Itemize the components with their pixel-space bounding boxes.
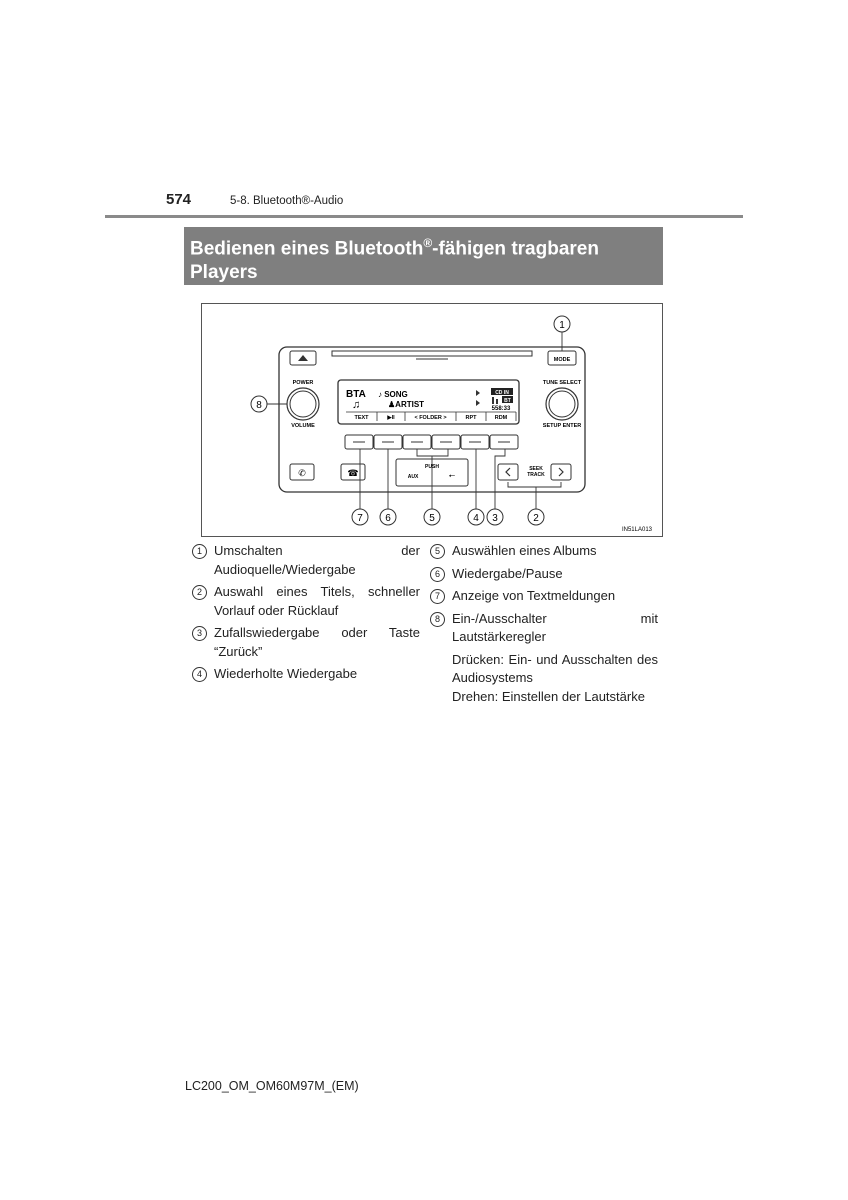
callout-number: 7 — [357, 513, 363, 524]
footer-code: LC200_OM_OM60M97M_(EM) — [185, 1079, 359, 1093]
page-number: 574 — [166, 191, 192, 208]
legend-item — [192, 665, 420, 684]
figure-code: IN51LA013 — [621, 527, 652, 533]
title-line1-prefix: Bedienen eines Bluetooth — [190, 238, 424, 260]
display-time: 558:33 — [491, 406, 511, 412]
legend-text: Ein-/Ausschalter mit Lautstärkeregler — [452, 610, 658, 644]
audio-unit-figure — [201, 303, 663, 537]
legend-number: 1 — [192, 544, 207, 559]
display-artist: ♟ARTIST — [388, 400, 425, 409]
legend-item — [430, 610, 658, 647]
legend-number: 2 — [192, 585, 207, 600]
preset-button-row — [345, 435, 518, 449]
softkey-label: RPT — [465, 415, 477, 421]
display-song: ♪ SONG — [378, 390, 408, 399]
legend-item — [430, 565, 658, 584]
aux-label: AUX — [407, 474, 419, 480]
usb-icon: ⭠ — [448, 471, 456, 480]
softkey-label: ▶II — [387, 415, 395, 421]
legend-number: 7 — [430, 589, 445, 604]
title-line1-suffix: -fähigen tragbaren — [432, 238, 599, 260]
legend-text: Auswählen eines Albums — [452, 543, 597, 558]
section-title — [190, 231, 660, 285]
section-label: 5-8. Bluetooth®-Audio — [230, 195, 344, 207]
callout-number: 6 — [385, 513, 391, 524]
header-rule — [105, 215, 743, 218]
cd-in-label: CD IN — [495, 390, 509, 396]
callout-number: 8 — [256, 400, 262, 411]
callout-number: 2 — [533, 513, 539, 524]
legend-item — [192, 583, 420, 620]
callout-number: 1 — [559, 320, 565, 331]
legend-subline: Drücken: Ein- und Ausschalten des Audiosystems — [452, 651, 658, 685]
legend-text: Wiedergabe/Pause — [452, 565, 563, 581]
push-label: PUSH — [425, 464, 439, 470]
legend-text: Auswahl eines Titels, schneller Vorlauf oder Rücklauf — [214, 584, 420, 618]
audio-unit-diagram — [202, 304, 664, 538]
phone-hangup-icon: ☎ — [347, 468, 359, 478]
music-note-icon: ♫ — [352, 399, 361, 411]
legend-number: 8 — [430, 612, 445, 627]
setup-enter-label: SETUP ENTER — [542, 423, 582, 429]
legend-item — [192, 624, 420, 661]
volume-label: VOLUME — [291, 423, 315, 429]
title-registered-mark: ® — [423, 236, 433, 250]
softkey-label: RDM — [494, 415, 508, 421]
tune-select-label: TUNE SELECT — [542, 380, 582, 386]
seek-label: SEEK — [529, 466, 543, 472]
legend-text: Umschalten der Audioquelle/Wiedergabe — [214, 543, 420, 577]
legend-item — [430, 542, 658, 561]
phone-pickup-icon: ✆ — [298, 468, 306, 478]
softkey-label: < FOLDER > — [414, 415, 447, 421]
legend-text: Anzeige von Textmeldungen — [452, 588, 616, 603]
legend-number: 6 — [430, 567, 445, 582]
seek-back-button[interactable] — [498, 464, 518, 480]
bt-label: BT — [504, 398, 511, 404]
legend-text: Zufallswiedergabe oder Taste “Zurück” — [214, 625, 420, 659]
softkey-label: TEXT — [354, 415, 369, 421]
legend-number: 4 — [192, 667, 207, 682]
legend-number: 3 — [192, 626, 207, 641]
cd-slot — [332, 351, 532, 356]
callout-number: 5 — [429, 513, 435, 524]
power-label: POWER — [292, 380, 314, 386]
legend-right-column — [430, 542, 658, 706]
seek-forward-button[interactable] — [551, 464, 571, 480]
legend-subline: Drehen: Einstellen der Lautstärke — [452, 688, 645, 704]
callout-number: 4 — [473, 513, 479, 524]
legend-number: 5 — [430, 544, 445, 559]
legend-left-column — [192, 542, 420, 688]
legend-item — [430, 587, 658, 606]
mode-label: MODE — [553, 357, 571, 363]
legend-text: Wiederholte Wiedergabe — [214, 666, 358, 681]
legend-item — [192, 542, 420, 579]
track-label: TRACK — [527, 472, 545, 478]
title-line2: Players — [190, 262, 258, 284]
display-source: BTA — [346, 389, 366, 400]
callout-number: 3 — [492, 513, 498, 524]
